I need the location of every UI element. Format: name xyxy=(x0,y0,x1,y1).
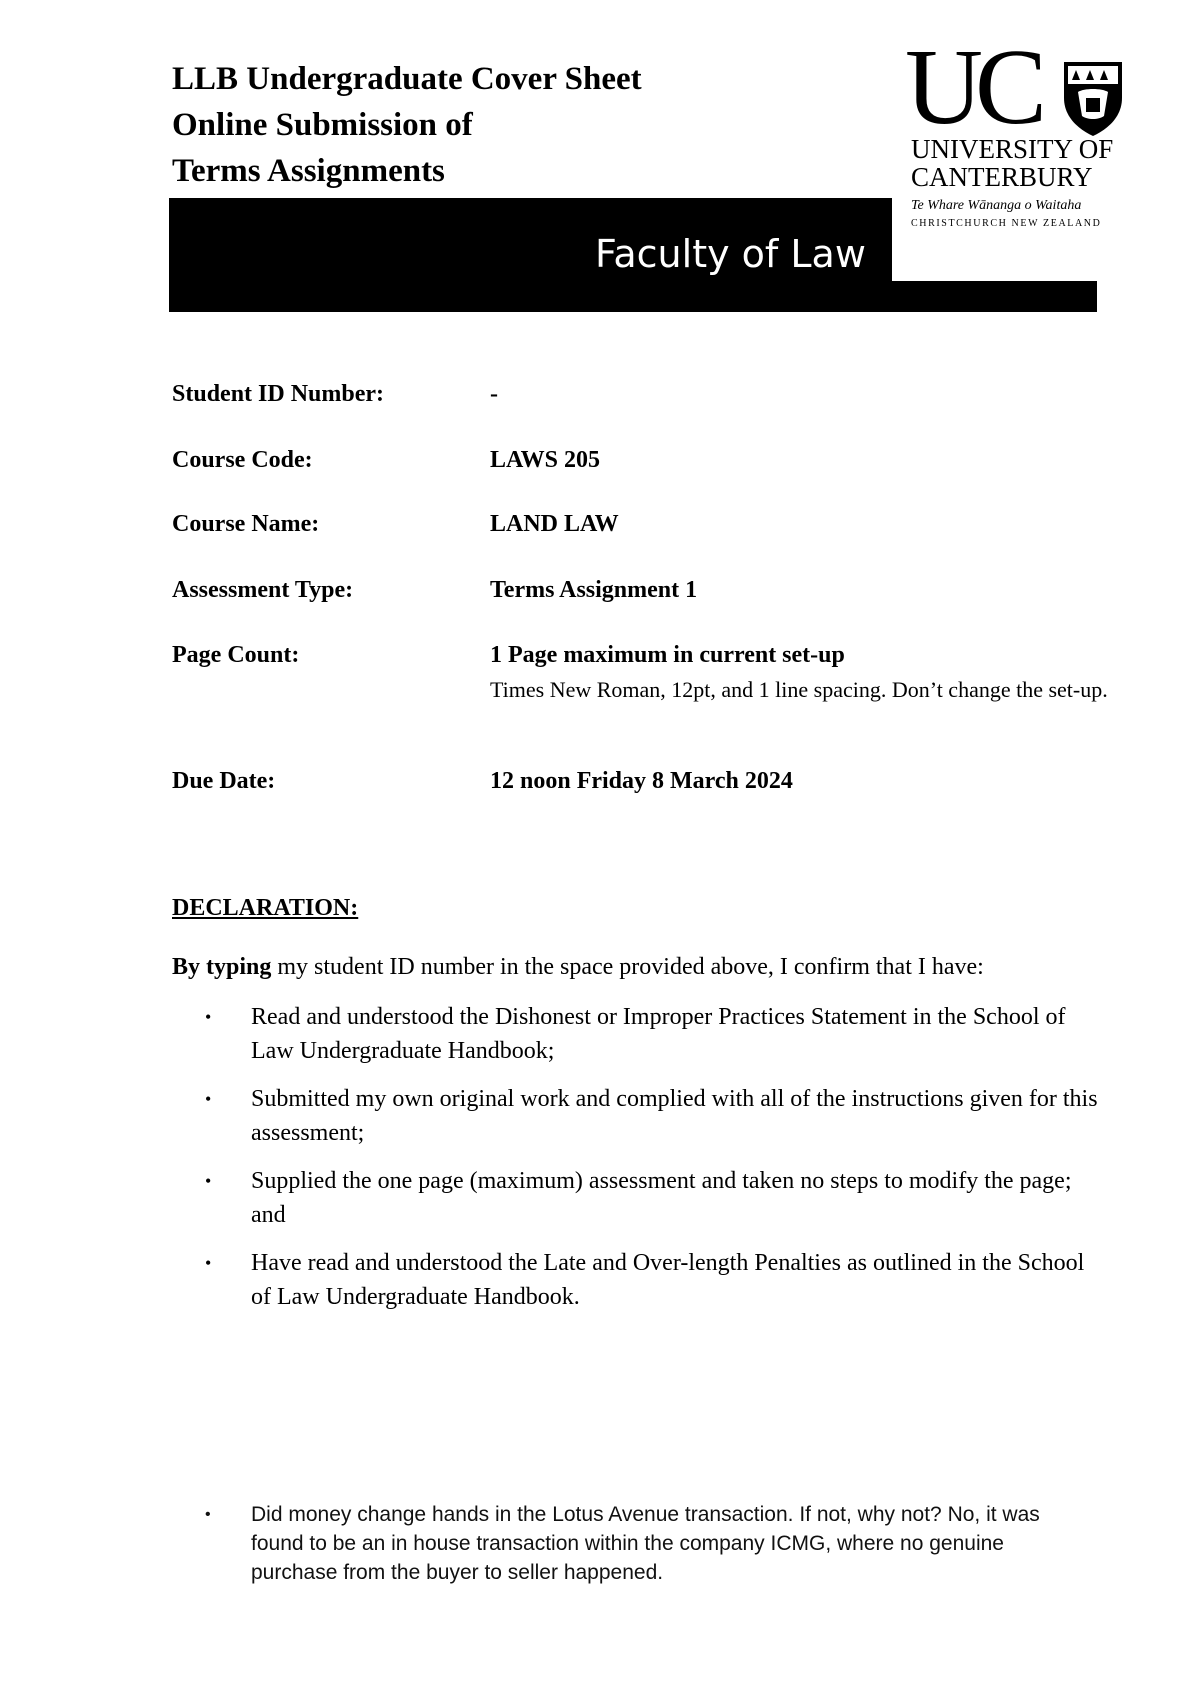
list-item-text: Supplied the one page (maximum) assessment and taken no steps to modify the page; and xyxy=(251,1168,1072,1228)
list-item-text: Have read and understood the Late and Over-length Penalties as outlined in the School of Law Undergraduate Handbook. xyxy=(251,1250,1085,1310)
title-line-1: LLB Undergraduate Cover Sheet xyxy=(172,61,642,97)
list-item xyxy=(205,1082,1105,1150)
page-count-note: Times New Roman, 12pt, and 1 line spacing. Don’t change the set-up. xyxy=(490,677,1108,702)
bullet-icon: • xyxy=(205,1253,212,1273)
university-logo xyxy=(905,28,1130,236)
title-line-3: Terms Assignments xyxy=(172,153,445,189)
student-id-value[interactable]: - xyxy=(490,381,498,407)
faculty-name: Faculty of Law xyxy=(595,232,866,276)
declaration-list xyxy=(205,1000,1105,1328)
page-count-value: 1 Page maximum in current set-up xyxy=(490,642,845,668)
declaration-intro-bold: By typing xyxy=(172,954,272,980)
bullet-icon: • xyxy=(205,1506,211,1523)
answer-list xyxy=(205,1500,1085,1587)
bullet-icon: • xyxy=(205,1007,212,1027)
assessment-type-label: Assessment Type: xyxy=(172,577,354,603)
assessment-type-value: Terms Assignment 1 xyxy=(490,577,698,603)
course-name-label: Course Name: xyxy=(172,511,320,537)
logo-name-line-2: CANTERBURY xyxy=(911,162,1093,192)
bullet-icon: • xyxy=(205,1089,212,1109)
course-name-value: LAND LAW xyxy=(490,511,619,537)
declaration-heading: DECLARATION: xyxy=(172,895,359,921)
list-item xyxy=(205,1246,1105,1314)
page-count-label: Page Count: xyxy=(172,642,300,668)
declaration-intro xyxy=(172,952,984,982)
student-id-label: Student ID Number: xyxy=(172,381,385,407)
list-item xyxy=(205,1164,1105,1232)
bullet-icon: • xyxy=(205,1171,212,1191)
course-code-label: Course Code: xyxy=(172,447,313,473)
declaration-intro-rest: my student ID number in the space provided above, I confirm that I have: xyxy=(271,954,984,980)
course-code-value: LAWS 205 xyxy=(490,447,601,473)
list-item xyxy=(205,1000,1105,1068)
list-item-text: Submitted my own original work and complied with all of the instructions given for this assessment; xyxy=(251,1086,1098,1146)
title-line-2: Online Submission of xyxy=(172,107,473,143)
list-item-text: Read and understood the Dishonest or Improper Practices Statement in the School of Law Undergraduate Handbook; xyxy=(251,1004,1066,1064)
logo-maori-name: Te Whare Wānanga o Waitaha xyxy=(911,198,1082,213)
due-date-label: Due Date: xyxy=(172,768,276,794)
crest-icon xyxy=(1060,58,1126,138)
answer-text: Did money change hands in the Lotus Avenue transaction. If not, why not? No, it was found to be an in house transaction within the company ICMG, where no genuine purchase from the buyer to seller happened. xyxy=(251,1503,1040,1584)
logo-city: CHRISTCHURCH NEW ZEALAND xyxy=(911,218,1102,229)
due-date-value: 12 noon Friday 8 March 2024 xyxy=(490,768,793,794)
logo-mark: UC xyxy=(905,28,1040,147)
page-title xyxy=(172,56,642,194)
logo-name-line-1: UNIVERSITY OF xyxy=(911,134,1114,164)
header-band-extension xyxy=(892,281,1097,312)
answer-item xyxy=(205,1500,1085,1587)
